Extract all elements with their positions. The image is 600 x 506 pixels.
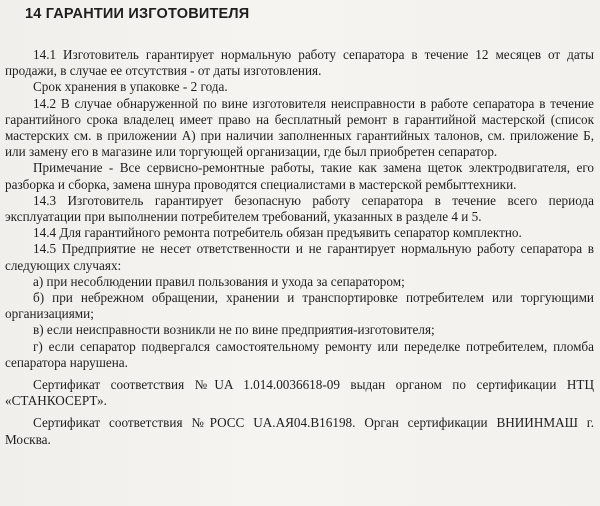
list-item-a: а) при несоблюдении правил пользования и ухода за сепаратором; [33,273,405,289]
document-body [5,47,594,448]
paragraph-note: Примечание - Все сервисно-ремонтные работы, такие как замена щеток электродвигателя, его разборка и сборка, замена шнура проводятся специалистами в мастерской рембыттехники. [5,160,594,192]
paragraph-14-3: 14.3 Изготовитель гарантирует безопасную работу сепаратора в течение всего периода эксплуатации при выполнении потребителем требований, указанных в разделе 4 и 5. [5,192,594,225]
paragraph-14-5: 14.5 Предприятие не несет ответственности и не гарантирует нормальную работу сепаратора в следующих случаях: [5,241,594,273]
list-item-v: в) если неисправности возникли не по вине предприятия-изготовителя; [33,322,435,338]
certificate-1: Сертификат соответствия №UA 1.014.0036618-09 выдан органом по сертификации НТЦ «СТАНКОСЕРТ». [5,377,594,409]
section-title: 14 ГАРАНТИИ ИЗГОТОВИТЕЛЯ [25,6,250,22]
list-item-g: г) если сепаратор подвергался самостоятельному ремонту или переделке потребителем, пломба сепаратора нарушена. [5,338,594,370]
certificate-2: Сертификат соответствия №РОСС UA.АЯ04.В16198. Орган сертификации ВНИИНМАШ г. Москва. [5,415,594,447]
list-item-b: б) при небрежном обращении, хранении и транспортировке потребителем или торгующими организациями; [5,290,594,322]
paragraph-14-2: 14.2 В случае обнаруженной по вине изготовителя неисправности в работе сепаратора в течение гарантийного срока владелец имеет право на бесплатный ремонт в гарантийной мастерской (список мастерских см. в приложении А) при наличии заполненных гарантийных талонов, см. приложение Б, или замену его в магазине или торгующей организации, где был приобретен сепаратор. [5,95,594,160]
paragraph-14-1: 14.1 Изготовитель гарантирует нормальную работу сепаратора в течение 12 месяцев от даты продажи, в случае ее отсутствия - от даты изготовления. [5,47,594,79]
paragraph-14-4: 14.4 Для гарантийного ремонта потребитель обязан предъявить сепаратор комплектно. [33,225,522,241]
paragraph-storage: Срок хранения в упаковке - 2 года. [33,79,228,95]
